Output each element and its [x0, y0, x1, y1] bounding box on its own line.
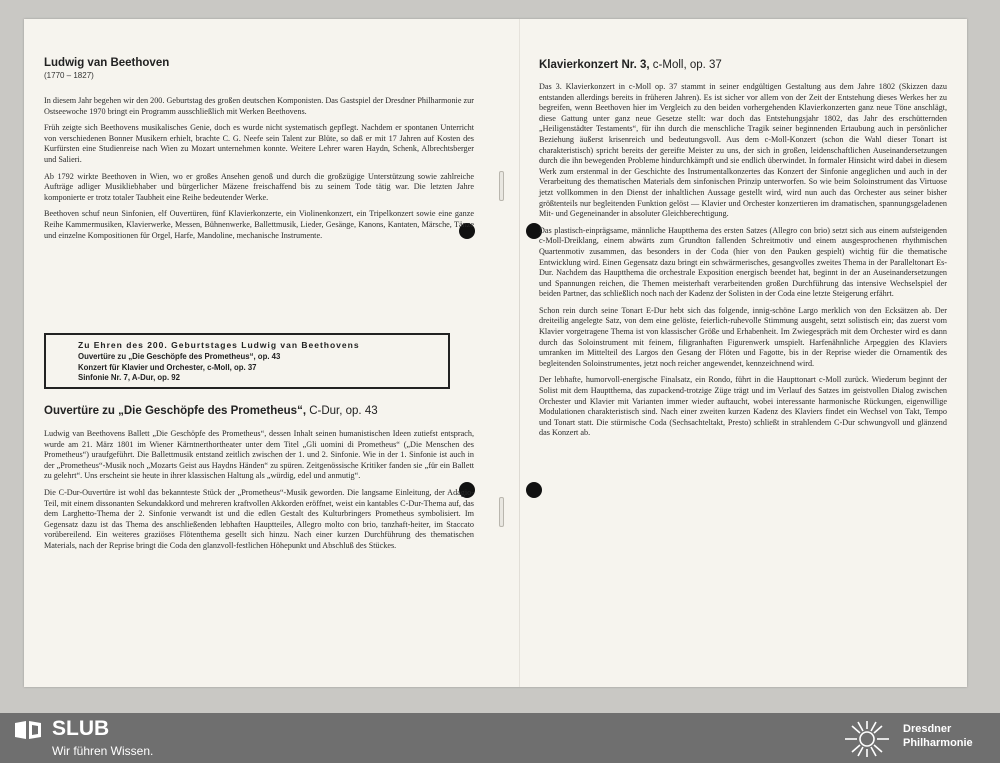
intro-text: [44, 96, 474, 241]
partner-name-line1: Dresdner: [903, 723, 952, 735]
intro-paragraph: Ab 1792 wirkte Beethoven in Wien, wo er großes Ansehen genoß und durch die großzügige Unterstützung sowie zahlreiche Aufträge adliger Musikliebhaber und bürgerlicher Mäzene freischaffend bis zu seinem Tode tätig war. Die letzten Jahre komponierte er trotz totaler Taubheit eine Reihe bedeutender Werke.: [44, 171, 474, 202]
right-page: [539, 19, 947, 445]
concerto-paragraph: Das plastisch-einprägsame, männliche Hauptthema des ersten Satzes (Allegro con brio) setzt sich aus einem aufsteigenden c-Moll-Dreiklang, einem abwärts zum Grundton fallenden Schreitmotiv und einem ausgesprochenen rhythmischen Quartenmotiv zusammen, das besonders in der Coda (hier von den Pauken gespielt) wichtig für die thematische Entwicklung wird. Einen Gegensatz dazu bringt ein schwärmerisches, gesangvolles zweites Thema in der Paralleltonart Es-Dur. Nachdem das Hauptthema die orchestrale Exposition energisch beendet hat, beginnt in der an Auseinandersetzungen und Spannungen reichen, die Themen meisterhaft verarbeitenden großen Durchführung das intensive Wechselspiel der beiden Partner, das schließlich noch nach der Kadenz der Solisten in der Coda eine letzte Steigerung erfährt.: [539, 225, 947, 299]
program-box-title: Zu Ehren des 200. Geburtstages Ludwig van Beethovens: [78, 340, 360, 350]
partner-name-line2: Philharmonie: [903, 737, 973, 749]
slub-claim: Wir führen Wissen.: [52, 744, 154, 758]
intro-paragraph: Beethoven schuf neun Sinfonien, elf Ouvertüren, fünf Klavierkonzerte, ein Violinenkonzert, ein Tripelkonzert sowie eine ganze Reihe Kammermusiken, Klavierwerke, Messen, Bühnenwerke, Ballettmusik, Lieder, Gesänge, Kanons, Kantaten, Märsche, Tänze und einzelne Kompositionen für Orgel, Harfe, Mandoline, mechanische Instrumente.: [44, 209, 474, 240]
concerto-text: [539, 82, 947, 439]
punch-hole: [526, 482, 542, 498]
book-icon[interactable]: [14, 720, 42, 740]
staple-top: [499, 171, 504, 201]
concerto-heading-key: c-Moll, op. 37: [652, 59, 722, 71]
concerto-heading: [539, 59, 947, 71]
overture-text: [44, 429, 474, 552]
overture-section: [44, 405, 474, 558]
concerto-paragraph: Schon rein durch seine Tonart E-Dur hebt sich das folgende, innig-schöne Largo merklich von den Ecksätzen ab. Der dreiteilig angelegte Satz, von dem eine gelöste, feierlich-ruhevolle Stimmung ausgeht, setzt solistisch ein; das zuerst vom Klavier vorgetragene Thema ist von klassischer Größe und Erhabenheit. Im Zwiegespräch mit dem Orchester wird es dann durch das Soloinstrument mit feinem, filigranhaften Figurenwerk umspielt. Harfenähnliche Arpeggien des Klaviers umranken im Mittelteil des Largos den Gesang der Flöten und Fagotte, bis in der Reprise wieder die Ornamentik des begleitenden Soloinstrumentes, jetzt noch reicher angewendet, kennzeichnend wird.: [539, 305, 947, 368]
overture-paragraph: Ludwig van Beethovens Ballett „Die Geschöpfe des Prometheus“, dessen Inhalt seinen humanistischen Ideen zutiefst entsprach, wurde am 21. März 1801 im Wiener Kärntnerthortheater unter dem Titel „Gli uomini di Prometheus“ („Die Menschen des Prometheus“) uraufgeführt. Die Ballettmusik entstand zeitlich zwischen der 1. und 2. Sinfonie. Wie in der 1. Sinfonie ist auch in der „Prometheus“-Musik noch „Mozarts Geist aus Haydns Händen“ zu spüren. Zeitgenössische Kritiker fanden sie „für ein Ballett zu gelehrt“. Uns erscheint sie heute in ihrer klassischen Haltung als „würdig, edel und anmutig“.: [44, 429, 474, 481]
concerto-paragraph: Der lebhafte, humorvoll-energische Finalsatz, ein Rondo, führt in die Haupttonart c-Moll zurück. Wiederum beginnt der Solist mit dem Hauptthema, das zupackend-trotzige Züge trägt und im Verlauf des Satzes im geistvollen Dialog zwischen Orchester und Klavier mit Varianten immer wieder auftaucht, wobei interessante harmonische Rückungen, eigenwillige Modulationen charakteristisch sind. Nach einer zweiten kurzen Kadenz des Klaviers findet ein Wechsel von Takt, Tempo und Tonart statt. Die stürmische Coda (Sechsachteltakt, Presto) schließt in strahlendem C-Dur schwungvoll und glänzend das Konzert ab.: [539, 375, 947, 438]
overture-heading-key: C-Dur, op. 43: [309, 405, 378, 417]
partner-name[interactable]: [903, 722, 995, 750]
program-item: Konzert für Klavier und Orchester, c-Moll, op. 37: [78, 362, 257, 372]
page-fold: [519, 19, 520, 687]
overture-paragraph: Die C-Dur-Ouvertüre ist wohl das bekannteste Stück der „Prometheus“-Musik geworden. Die langsame Einleitung, der Adagio-Teil, mit einem dissonanten Sekundakkord und mehreren kraftvollen Akkorden eröffnet, weist ein kantables C-Dur-Thema auf, das dem Larghetto-Thema der 2. Sinfonie verwandt ist und die edlen Gestalt des Kulturbringers Prometheus symbolisiert. Im Gegensatz dazu ist das Thema des anschließenden lebhaften Hauptteiles, Allegro molto con brio, tanzhaft-heiter, im Staccato vorübereilend. Ein weiteres graziöses Flötenthema gesellt sich hinzu. Nach einer kurzen Durchführung des thematischen Materials, nach der Reprise bringt die Coda den glanzvoll-festlichen Höhepunkt und Abschluß des Stückes.: [44, 487, 474, 550]
intro-paragraph: In diesem Jahr begehen wir den 200. Geburtstag des großen deutschen Komponisten. Das Gastspiel der Dresdner Philharmonie zur Ostseewoche 1970 bringt ein Programm ausschließlich mit Werken Beethovens.: [44, 96, 474, 116]
staple-bottom: [499, 497, 504, 527]
overture-heading-title: Ouvertüre zu „Die Geschöpfe des Prometheus“,: [44, 405, 307, 417]
sunburst-logo[interactable]: [840, 721, 894, 757]
beethoven-heading: Ludwig van Beethoven: [44, 57, 170, 69]
program-item: Ouvertüre zu „Die Geschöpfe des Prometheus“, op. 43: [78, 352, 281, 361]
concerto-heading-title: Klavierkonzert Nr. 3,: [539, 59, 650, 71]
program-item: Sinfonie Nr. 7, A-Dur, op. 92: [78, 373, 180, 382]
intro-paragraph: Früh zeigte sich Beethovens musikalisches Genie, doch es wurde nicht systematisch gepflegt. Nachdem er spontanen Unterricht von verschiedenen Bonner Musikern erhielt, brachte C. G. Neefe sein Talent zur Blüte, so daß er mit 17 Jahren auf Kosten des Kurfürsten eine Studienreise nach Wien zu Mozart unternehmen konnte. Weitere Lehrer waren Haydn, Schenk, Albrechtsberger und Salieri.: [44, 123, 474, 164]
concerto-paragraph: Das 3. Klavierkonzert in c-Moll op. 37 stammt in seiner endgültigen Gestaltung aus dem Jahre 1802 (Skizzen dazu entstanden allerdings bereits in früheren Jahren). Es ist sicher vor allem von der Zeit der Entstehung dieses Werkes her zu begreifen, wenn Beethoven hier im Vergleich zu den beiden vorhergehenden Klavierkonzerten ganz neue Töne anschlägt, diese Gattung unter ganz neue Gesetze stellt: war doch das Entstehungsjahr 1802, das Jahr des erschütternden „Heiligenstädter Testaments“, für ihn durch die menschliche Tragik seiner beginnenden Ertaubung auch in persönlicher Beziehung äußerst krisenreich und bedeutungsvoll. Aus dem c-Moll-Konzert (schon die Wahl dieser Tonart ist charakteristisch) spricht bereits der gereifte Meister zu uns, der sich in großen, leidenschaftlichen Auseinandersetzungen durch die ihn bewegenden Probleme hindurchkämpft und sie endlich überwindet. In formaler Hinsicht wird dabei in diesem Werk zum erstenmal in der Geschichte des Instrumentalkonzertes das Konzert der Sinfonie angeglichen und auch in der Verarbeitung des thematischen Materials dem sinfonischen Prinzip unterworfen. So wie beim Soloinstrument das Virtuose jetzt vollkommen in den Dienst der inhaltlichen Aussage gestellt wird, wird nun auch das Orchester aus seiner bisher größtenteils nur begleitenden Funktion gelöst — Klavier und Orchester konzertieren im dramatischen, spannungsgeladenen Mit- und Gegeneinander in absoluter Gleichberechtigung.: [539, 82, 947, 219]
slub-logo-text[interactable]: SLUB: [52, 717, 110, 740]
beethoven-dates: (1770 – 1827): [44, 71, 94, 80]
program-box: [44, 333, 450, 389]
program-leaflet: [24, 19, 967, 687]
footer-bar: [0, 713, 1000, 763]
overture-heading: [44, 405, 474, 417]
left-page: [44, 19, 474, 247]
